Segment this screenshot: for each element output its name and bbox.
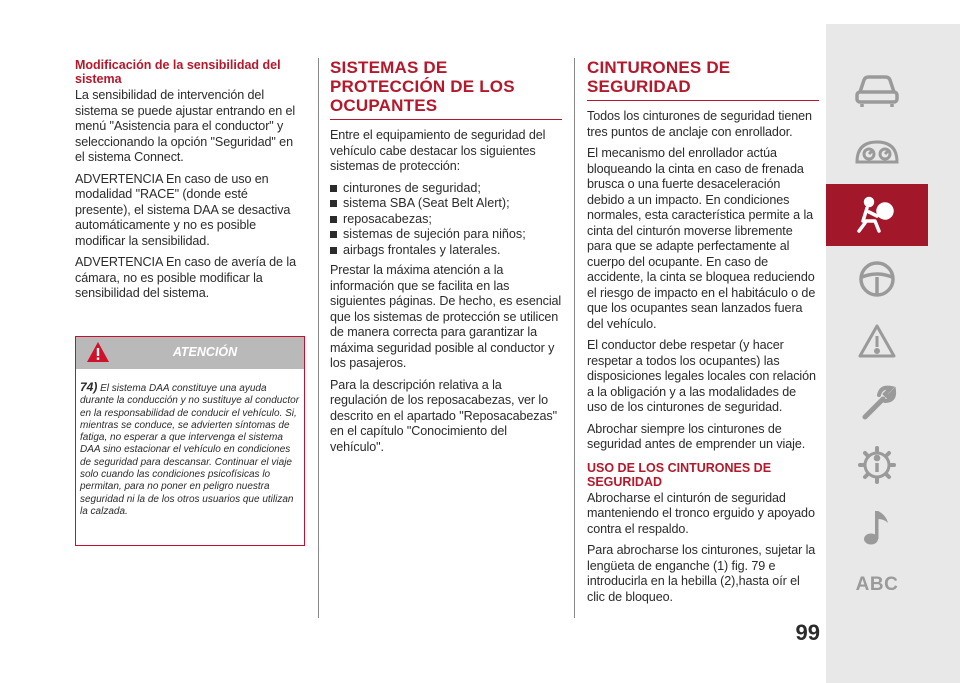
paragraph: ADVERTENCIA En caso de uso en modalidad "RACE" (donde esté presente), el sistema DAA se desactiva automáticamente y no es posible modificar la sensibilidad. xyxy=(75,171,291,248)
section-heading: SISTEMAS DE PROTECCIÓN DE LOS OCUPANTES xyxy=(330,58,515,115)
warning-text xyxy=(76,369,304,518)
column-1 xyxy=(75,58,305,308)
chapter-sidebar xyxy=(826,24,960,683)
dashboard-icon[interactable] xyxy=(826,122,928,184)
wrench-icon[interactable] xyxy=(826,372,928,434)
paragraph: Abrochar siempre los cinturones de seguridad antes de emprender un viaje. xyxy=(587,421,806,451)
column-divider xyxy=(574,58,575,618)
heading-rule xyxy=(330,119,562,120)
list-item: sistemas de sujeción para niños; xyxy=(330,227,562,243)
list-item: airbags frontales y laterales. xyxy=(330,243,562,259)
gear-info-icon[interactable] xyxy=(826,434,928,496)
list-item: reposacabezas; xyxy=(330,212,562,228)
abc-label: ABC xyxy=(855,574,899,595)
paragraph: Para la descripción relativa a la regulación de los reposacabezas, ver lo descrito en el apartado "Reposacabezas" en el capítulo "Conocimiento del vehículo". xyxy=(330,377,557,454)
warning-header xyxy=(76,337,304,369)
section-subtitle: Modificación de la sensibilidad del sistema xyxy=(75,58,281,86)
list-item: sistema SBA (Seat Belt Alert); xyxy=(330,196,562,212)
warning-number: 74) xyxy=(80,380,98,394)
paragraph: El conductor debe respetar (y hacer respetar a todos los ocupantes) las disposiciones legales locales con relación a la obligación y a las modalidades de uso de los cinturones de seguridad. xyxy=(587,338,816,414)
paragraph: Todos los cinturones de seguridad tienen tres puntos de anclaje con enrollador. xyxy=(587,109,812,139)
heading-rule xyxy=(587,100,819,101)
warning-icon[interactable] xyxy=(826,310,928,372)
car-icon[interactable] xyxy=(826,60,928,122)
bullet-icon xyxy=(330,216,337,223)
protection-list xyxy=(330,181,562,259)
warning-box xyxy=(75,336,305,546)
paragraph: Entre el equipamiento de seguridad del vehículo cabe destacar los siguientes sistemas de protección: xyxy=(330,128,546,173)
paragraph: ADVERTENCIA En caso de avería de la cámara, no es posible modificar la sensibilidad del sistema. xyxy=(75,255,296,300)
section-subheading: USO DE LOS CINTURONES DE SEGURIDAD xyxy=(587,460,772,489)
list-item: cinturones de seguridad; xyxy=(330,181,562,197)
column-2 xyxy=(330,58,562,461)
warning-title: ATENCIÓN xyxy=(172,345,238,359)
abc-index[interactable] xyxy=(826,554,928,616)
airbag-icon[interactable] xyxy=(826,184,928,246)
bullet-icon xyxy=(330,247,337,254)
paragraph: La sensibilidad de intervención del sistema se puede ajustar entrando en el menú "Asistencia para el conductor" y seleccionando la opción "Seguridad" en el sistema Connect. xyxy=(75,88,296,164)
bullet-icon xyxy=(330,231,337,238)
section-heading: CINTURONES DE SEGURIDAD xyxy=(587,58,731,96)
page-number: 99 xyxy=(795,620,820,645)
paragraph: Para abrocharse los cinturones, sujetar la lengüeta de enganche (1) fig. 79 e introducirla en la hebilla (2),hasta oír el clic de bloqueo. xyxy=(587,543,816,604)
bullet-icon xyxy=(330,200,337,207)
paragraph: Prestar la máxima atención a la información que se facilita en las siguientes páginas. De hecho, es esencial que los sistemas de protección se utilicen de manera correcta para garantizar la máxima seguridad posible al conductor y los pasajeros. xyxy=(330,263,562,370)
warning-body: El sistema DAA constituye una ayuda durante la conducción y no sustituye al conductor en la responsabilidad de conducir el vehículo. Si, mientras se conduce, se advierten síntomas de fatiga, no esperar a que intervenga el sistema DAA sino estacionar el vehículo en condiciones de seguridad para descansar. Continuar el viaje solo cuando las condiciones psicofísicas lo permitan, para no poner en peligro nuestra seguridad ni la de los otros usuarios que utilizan la calzada. xyxy=(80,383,300,517)
paragraph: Abrocharse el cinturón de seguridad manteniendo el tronco erguido y apoyado contra el respaldo. xyxy=(587,490,815,536)
bullet-icon xyxy=(330,185,337,192)
column-3 xyxy=(587,58,819,611)
music-note-icon[interactable] xyxy=(826,496,928,558)
paragraph: El mecanismo del enrollador actúa bloqueando la cinta en caso de frenada brusca o una fuerte desaceleración debido a un impacto. En condiciones normales, esta característica permite a la cinta del cinturón moverse libremente para que se adapte perfectamente al cuerpo del ocupante. En caso de accidente, la cinta se bloquea reduciendo el riesgo de impacto en el habitáculo o de que los ocupantes sean lanzados fuera del vehículo. xyxy=(587,146,816,331)
column-divider xyxy=(318,58,319,618)
steering-wheel-icon[interactable] xyxy=(826,248,928,310)
